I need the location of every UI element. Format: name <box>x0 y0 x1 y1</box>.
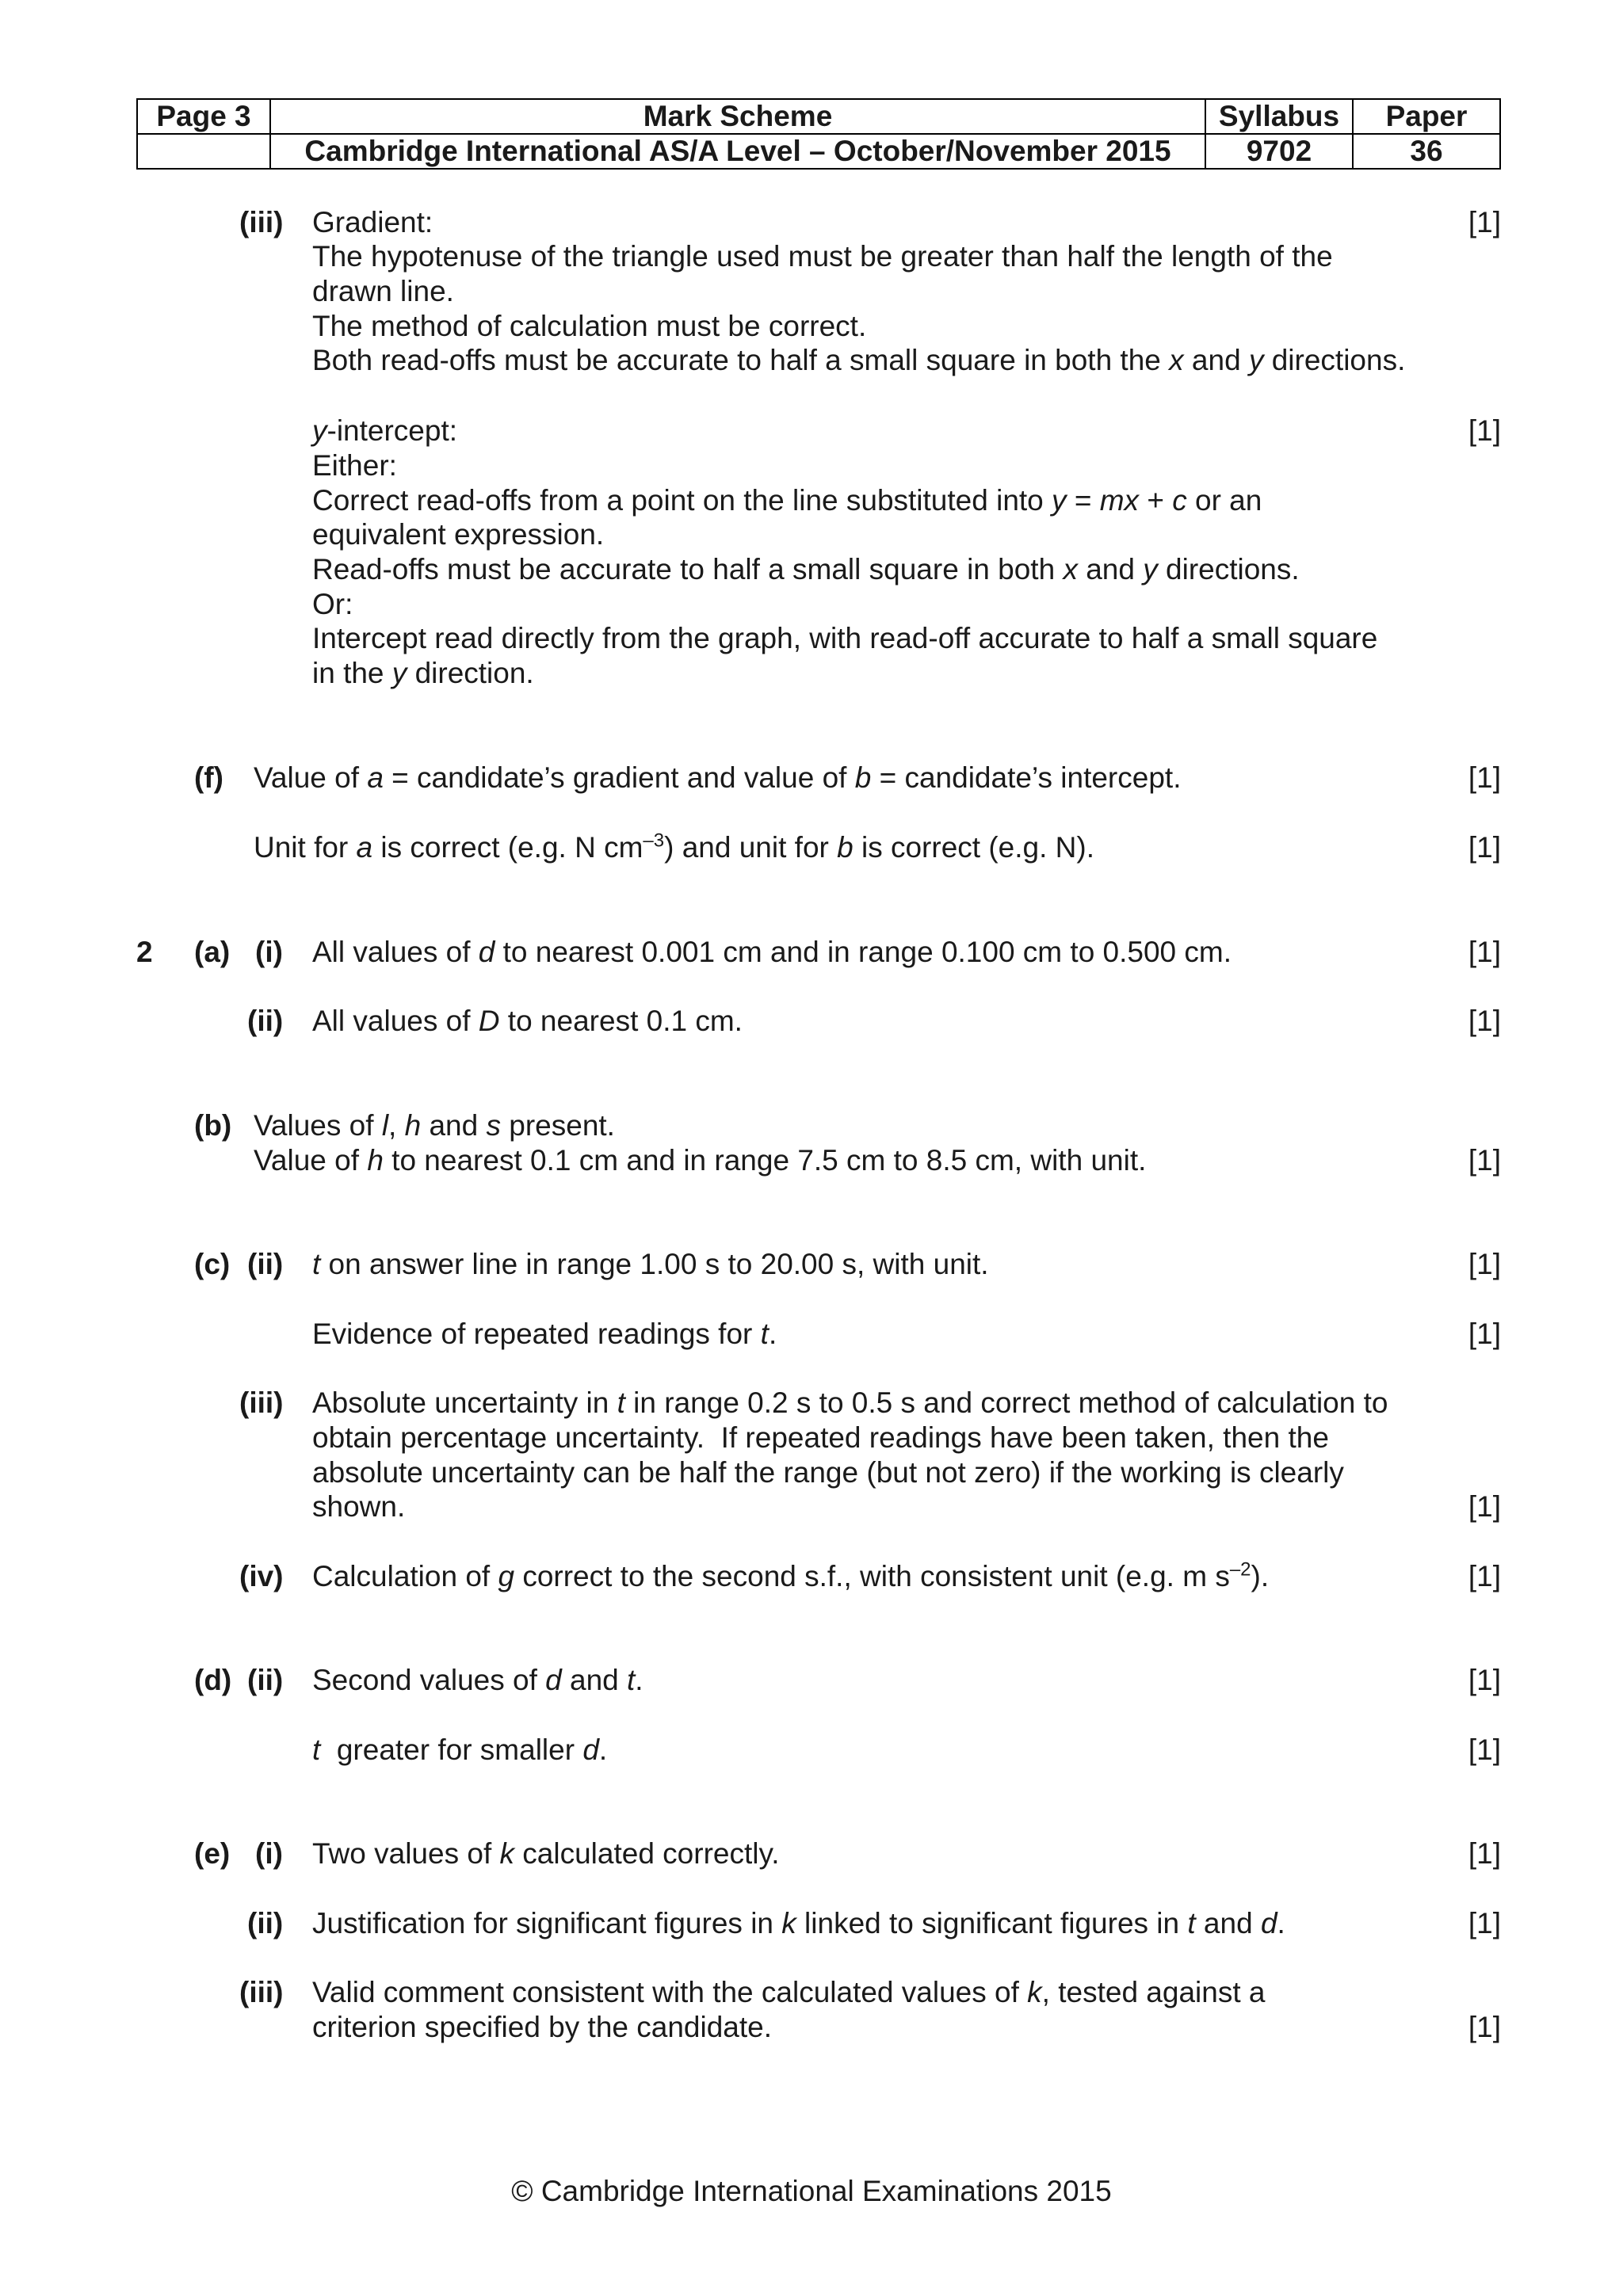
label-iv: (iv) <box>239 1560 284 1592</box>
mark: [1] <box>1468 831 1501 864</box>
label-iii: (iii) <box>239 206 284 238</box>
text-line: Evidence of repeated readings for t. <box>312 1318 777 1350</box>
mark: [1] <box>1468 1490 1501 1523</box>
text-line: The hypotenuse of the triangle used must be greater than half the length of the <box>312 240 1333 273</box>
mark: [1] <box>1468 1560 1501 1592</box>
paper-label: Paper <box>1353 99 1500 134</box>
text-line: Valid comment consistent with the calculated values of k, tested against a <box>312 1976 1266 2008</box>
text-line: Value of a = candidate’s gradient and value of b = candidate’s intercept. <box>254 761 1182 794</box>
text-line: equivalent expression. <box>312 518 605 551</box>
mark: [1] <box>1468 1907 1501 1939</box>
text-line: Unit for a is correct (e.g. N $cm^{-3}$) and unit for b is correct (e.g. N). <box>254 830 1094 864</box>
label-i: (i) <box>255 936 283 968</box>
text-line: t greater for smaller d. <box>312 1733 608 1766</box>
text-line: Values of l, h and s present. <box>254 1109 615 1142</box>
mark: [1] <box>1468 1248 1501 1280</box>
text-line: Or: <box>312 588 353 620</box>
mark: [1] <box>1468 761 1501 794</box>
text-line: Value of h to nearest 0.1 cm and in range 7.5 cm to 8.5 cm, with unit. <box>254 1144 1147 1177</box>
mark: [1] <box>1468 1664 1501 1696</box>
text-line: Correct read-offs from a point on the line substituted into y = mx + c or an <box>312 484 1262 517</box>
label-f: (f) <box>194 761 223 794</box>
text-line: The method of calculation must be correct. <box>312 310 867 342</box>
mark: [1] <box>1468 1005 1501 1037</box>
label-ii: (ii) <box>247 1664 284 1696</box>
text-line: Gradient: <box>312 206 433 238</box>
label-a: (a) <box>194 936 231 968</box>
label-ii: (ii) <box>247 1005 284 1037</box>
text-line: All values of D to nearest 0.1 cm. <box>312 1005 743 1037</box>
text-line: t on answer line in range 1.00 s to 20.00 s, with unit. <box>312 1248 989 1280</box>
label-ii: (ii) <box>247 1907 284 1939</box>
mark: [1] <box>1468 1144 1501 1177</box>
text-line: Read-offs must be accurate to half a small square in both x and y directions. <box>312 553 1300 585</box>
doc-subtitle: Cambridge International AS/A Level – October/November 2015 <box>270 134 1205 169</box>
question-number: 2 <box>136 936 153 968</box>
header-empty-cell <box>137 134 270 169</box>
text-line: All values of d to nearest 0.001 cm and in range 0.100 cm to 0.500 cm. <box>312 936 1232 968</box>
mark: [1] <box>1468 2011 1501 2043</box>
text-line: y-intercept: <box>312 414 458 447</box>
mark: [1] <box>1468 1837 1501 1870</box>
mark: [1] <box>1468 1733 1501 1766</box>
text-line: Two values of k calculated correctly. <box>312 1837 780 1870</box>
text-line: in the y direction. <box>312 657 534 689</box>
label-ii: (ii) <box>247 1248 284 1280</box>
footer-copyright: © Cambridge International Examinations 2015 <box>511 2175 1112 2207</box>
text-line: Absolute uncertainty in t in range 0.2 s to 0.5 s and correct method of calculation to <box>312 1386 1388 1419</box>
text-line: Second values of d and t. <box>312 1664 643 1696</box>
mark: [1] <box>1468 414 1501 447</box>
syllabus-label: Syllabus <box>1205 99 1353 134</box>
text-line: Justification for significant figures in k linked to significant figures in t and d. <box>312 1907 1285 1939</box>
label-d: (d) <box>194 1664 232 1696</box>
text-line: Both read-offs must be accurate to half a small square in both the x and y directions. <box>312 344 1406 376</box>
text-line: Calculation of g correct to the second s.f., with consistent unit (e.g. m $s^{-2}$). <box>312 1558 1270 1592</box>
text-line: shown. <box>312 1490 406 1523</box>
text-line: absolute uncertainty can be half the range (but not zero) if the working is clearly <box>312 1456 1344 1489</box>
label-iii: (iii) <box>239 1386 284 1419</box>
syllabus-code: 9702 <box>1205 134 1353 169</box>
label-iii: (iii) <box>239 1976 284 2008</box>
label-c: (c) <box>194 1248 231 1280</box>
mark: [1] <box>1468 1318 1501 1350</box>
text-line: obtain percentage uncertainty. If repeated readings have been taken, then the <box>312 1421 1329 1454</box>
page-number: Page 3 <box>137 99 270 134</box>
text-line: drawn line. <box>312 275 454 307</box>
paper-number: 36 <box>1353 134 1500 169</box>
label-b: (b) <box>194 1109 232 1142</box>
label-i: (i) <box>255 1837 283 1870</box>
doc-title: Mark Scheme <box>270 99 1205 134</box>
mark: [1] <box>1468 936 1501 968</box>
label-e: (e) <box>194 1837 231 1870</box>
text-line: Intercept read directly from the graph, with read-off accurate to half a small square <box>312 622 1378 654</box>
text-line: Either: <box>312 449 397 482</box>
header-table <box>136 98 1501 170</box>
text-line: criterion specified by the candidate. <box>312 2011 773 2043</box>
mark: [1] <box>1468 206 1501 238</box>
